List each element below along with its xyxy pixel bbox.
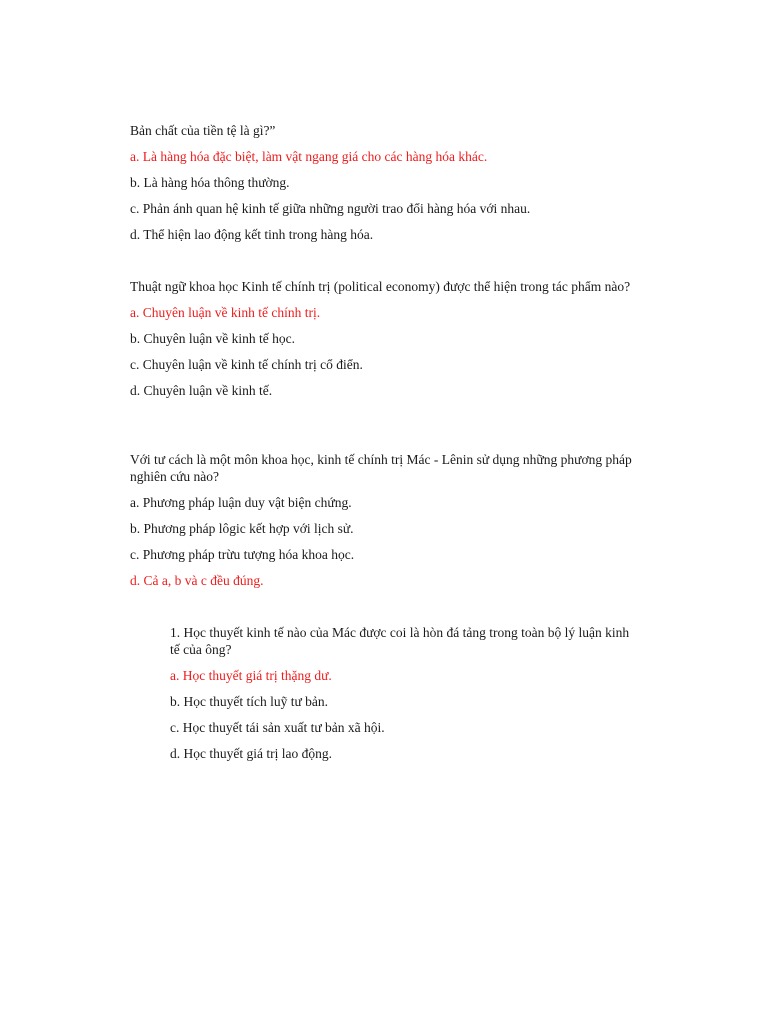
answer-option: d. Thể hiện lao động kết tinh trong hàng hóa. — [130, 227, 374, 242]
answer-option-correct: a. Học thuyết giá trị thặng dư. — [170, 668, 332, 683]
question-block — [170, 624, 640, 771]
answer-option: b. Là hàng hóa thông thường. — [130, 175, 290, 190]
answer-option: c. Học thuyết tái sản xuất tư bản xã hội. — [170, 720, 385, 735]
answer-option-correct: d. Cả a, b và c đều đúng. — [130, 573, 264, 588]
answer-option: b. Chuyên luận về kinh tế học. — [130, 331, 295, 346]
answer-option: c. Chuyên luận về kinh tế chính trị cổ điển. — [130, 357, 363, 372]
question-text: Với tư cách là một môn khoa học, kinh tế chính trị Mác - Lênin sử dụng những phương pháp nghiên cứu nào? — [130, 452, 632, 484]
answer-option: b. Phương pháp lôgic kết hợp với lịch sử. — [130, 521, 354, 536]
question-block — [130, 278, 650, 408]
answer-option-correct: a. Chuyên luận về kinh tế chính trị. — [130, 305, 321, 320]
question-text: 1. Học thuyết kinh tế nào của Mác được coi là hòn đá tảng trong toàn bộ lý luận kinh tế của ông? — [170, 625, 630, 657]
answer-option: c. Phản ánh quan hệ kinh tế giữa những người trao đổi hàng hóa với nhau. — [130, 201, 531, 216]
answer-option: d. Chuyên luận về kinh tế. — [130, 383, 273, 398]
question-text: Bản chất của tiền tệ là gì?” — [130, 123, 276, 138]
question-text: Thuật ngữ khoa học Kinh tế chính trị (political economy) được thể hiện trong tác phẩm nào? — [130, 279, 631, 294]
question-block — [130, 122, 650, 252]
answer-option: c. Phương pháp trừu tượng hóa khoa học. — [130, 547, 355, 562]
answer-option-correct: a. Là hàng hóa đặc biệt, làm vật ngang giá cho các hàng hóa khác. — [130, 149, 488, 164]
answer-option: b. Học thuyết tích luỹ tư bản. — [170, 694, 329, 709]
answer-option: d. Học thuyết giá trị lao động. — [170, 746, 332, 761]
question-block — [130, 451, 650, 598]
answer-option: a. Phương pháp luận duy vật biện chứng. — [130, 495, 352, 510]
